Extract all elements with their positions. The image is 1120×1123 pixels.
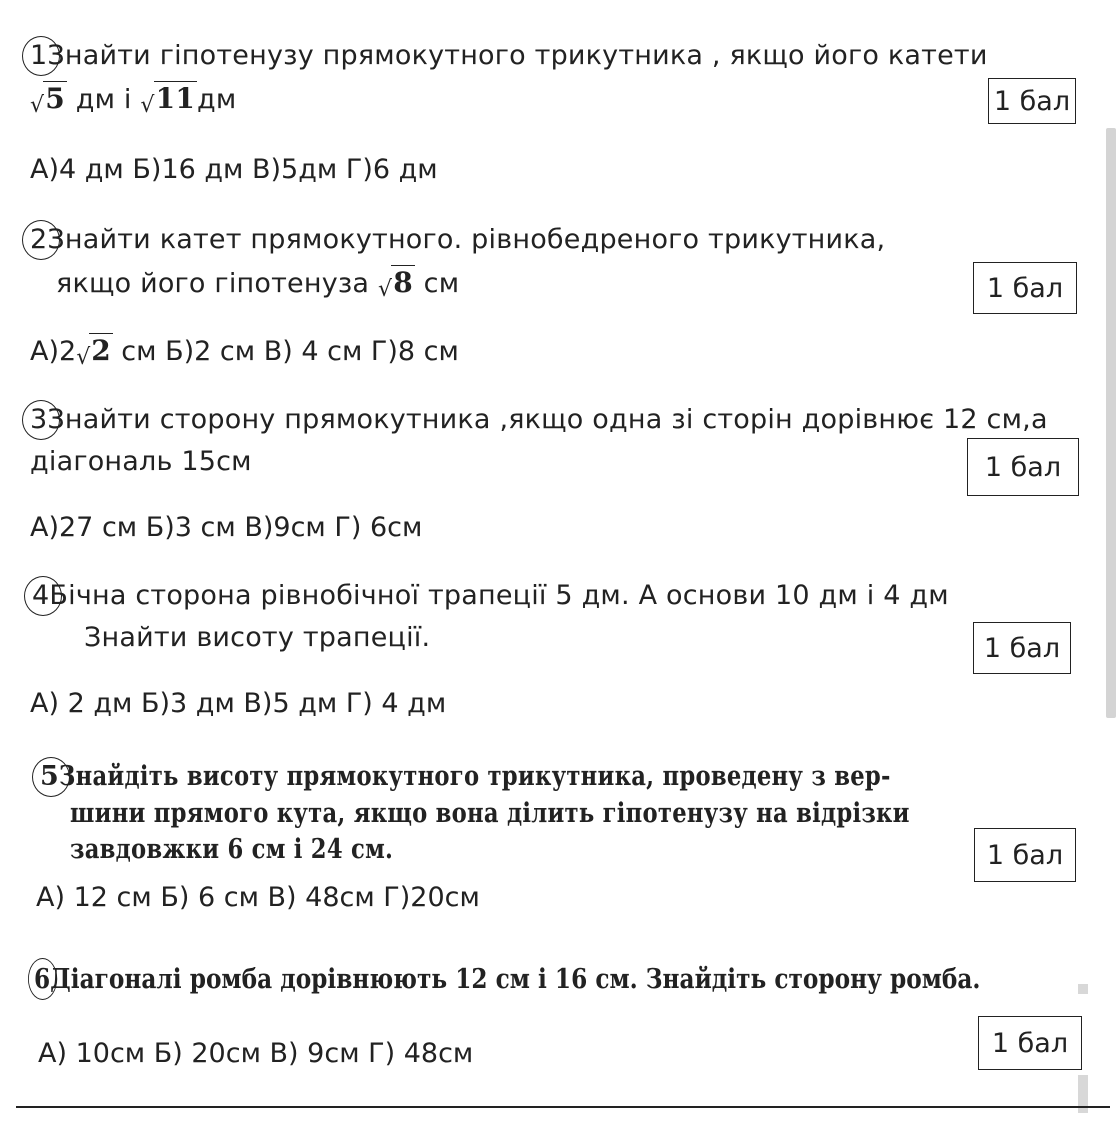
q4-text [32, 580, 949, 611]
q5-line3: завдовжки 6 см і 24 см. [70, 834, 394, 865]
bottom-rule [16, 1106, 1110, 1108]
q1-answers: А)4 дм Б)16 дм В)5дм Г)6 дм [30, 154, 438, 185]
q1-sqrt2: √11 [140, 82, 196, 118]
q6-text [34, 964, 981, 995]
q6-number: 6 [34, 964, 51, 995]
q1-unit1: дм і [75, 84, 132, 115]
q2-score-box: 1 бал [973, 262, 1077, 314]
q2-text [30, 224, 885, 255]
q4-line1: Бічна сторона рівнобічної трапеції 5 дм. А основи 10 дм і 4 дм [49, 580, 949, 611]
q2-ans-sqrt: √2 [76, 334, 111, 370]
q5-text [40, 761, 1049, 792]
q2-sqrt: √8 [377, 266, 413, 302]
q2-answers: А)2√2 см Б)2 см В) 4 см Г)8 см [30, 334, 459, 370]
q1-line2 [30, 82, 236, 118]
q3-number: 3 [30, 404, 48, 435]
q1-sqrt1: √5 [30, 82, 65, 118]
q1-line1: Знайти гіпотенузу прямокутного трикутника , якщо його катети [47, 40, 988, 71]
q3-answers: А)27 см Б)3 см В)9см Г) 6см [30, 512, 423, 543]
q2-number: 2 [30, 224, 48, 255]
q5-number: 5 [40, 761, 60, 792]
q3-line2: діагональ 15см [30, 446, 252, 477]
q1-number: 1 [30, 40, 48, 71]
q6-line1: Діагоналі ромба дорівнюють 12 см і 16 см. Знайдіть сторону ромба. [50, 964, 981, 995]
q5-score-box: 1 бал [974, 828, 1076, 882]
q6-answers: А) 10см Б) 20см В) 9см Г) 48см [38, 1038, 474, 1069]
q4-line2: Знайти висоту трапеції. [84, 622, 431, 653]
q3-line1: Знайти сторону прямокутника ,якщо одна зі сторін дорівнює 12 см,а [47, 404, 1048, 435]
scan-artifact [1078, 984, 1088, 994]
q5-line2: шини прямого кута, якщо вона ділить гіпотенузу на відрізки [70, 798, 910, 829]
q4-score-box: 1 бал [973, 622, 1071, 674]
q1-unit2: дм [197, 84, 237, 115]
q3-text [30, 404, 1048, 435]
q2-line1: Знайти катет прямокутного. рівнобедреного трикутника, [47, 224, 886, 255]
q1-score-box: 1 бал [988, 78, 1076, 124]
q3-score-box: 1 бал [967, 438, 1079, 496]
scrollbar[interactable] [1106, 128, 1116, 718]
q2-line2: якщо його гіпотенуза √8 см [56, 266, 460, 302]
q4-answers: А) 2 дм Б)3 дм В)5 дм Г) 4 дм [30, 688, 447, 719]
q6-score-box: 1 бал [978, 1016, 1082, 1070]
q5-answers: А) 12 см Б) 6 см В) 48см Г)20см [36, 882, 480, 913]
q4-number: 4 [32, 580, 50, 611]
q1-text [30, 40, 988, 71]
q5-line1: Знайдіть висоту прямокутного трикутника, проведену з вер- [59, 761, 891, 792]
